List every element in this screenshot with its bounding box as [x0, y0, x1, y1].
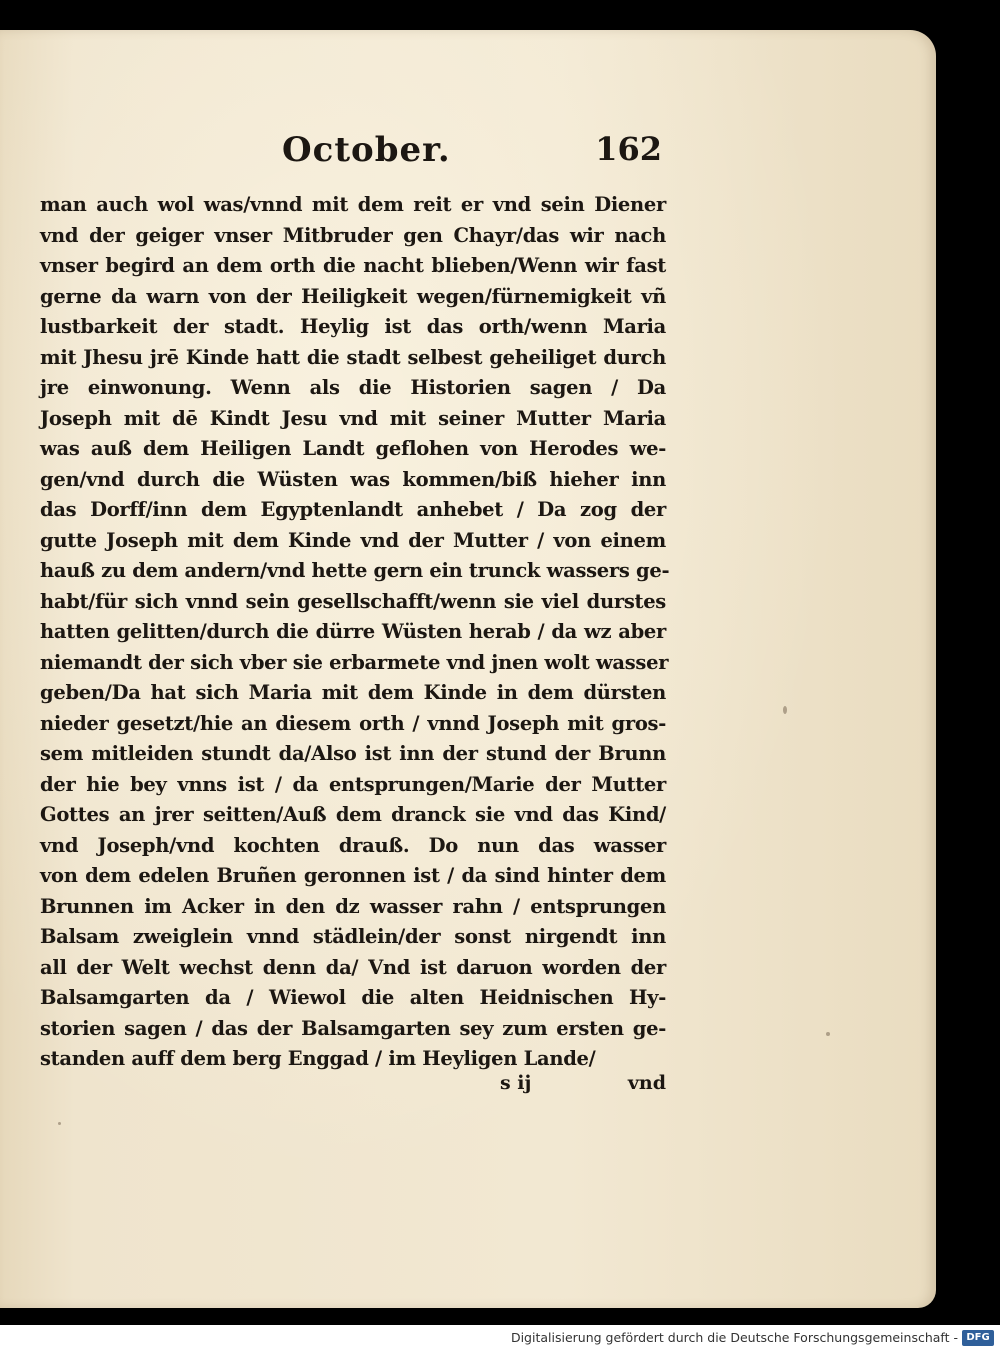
- text-line: Balsam zweiglein vnnd städlein/der sonst nirgendt inn: [40, 925, 666, 948]
- text-line: storien sagen / das der Balsamgarten sey zum ersten ge-: [40, 1016, 666, 1040]
- ink-spot: [58, 1122, 61, 1125]
- text-block: [40, 190, 670, 1075]
- text-line: Joseph mit dē Kindt Jesu vnd mit seiner Mutter Maria: [40, 406, 666, 430]
- text-line: vnser begird an dem orth die nacht blieben/Wenn wir fast: [40, 254, 666, 277]
- text-line: mit Jhesu jrē Kinde hatt die stadt selbest geheiliget durch: [40, 345, 666, 369]
- credit-bar: [0, 1325, 1000, 1351]
- page-footer: [500, 1072, 666, 1102]
- text-line: lustbarkeit der stadt. Heylig ist das orth/wenn Maria: [40, 315, 666, 338]
- text-line: vnd der geiger vnser Mitbruder gen Chayr/das wir nach: [40, 223, 666, 247]
- text-line: der hie bey vnns ist / da entsprungen/Marie der Mutter: [40, 772, 666, 796]
- text-line: habt/für sich vnnd sein gesellschafft/wenn sie viel durstes: [40, 589, 666, 613]
- signature-mark: s ij: [500, 1072, 532, 1094]
- text-line: hatten gelitten/durch die dürre Wüsten herab / da wz aber: [40, 620, 666, 643]
- text-line: gen/vnd durch die Wüsten was kommen/biß hieher inn: [40, 467, 666, 491]
- text-line: was auß dem Heiligen Landt geflohen von Herodes we-: [40, 437, 666, 460]
- text-line: Gottes an jrer seitten/Auß dem dranck sie vnd das Kind/: [40, 803, 666, 826]
- page-header: [282, 130, 662, 186]
- funding-credit: Digitalisierung gefördert durch die Deutsche Forschungsgemeinschaft -: [510, 1330, 958, 1345]
- running-head: October.: [282, 130, 451, 170]
- text-line: niemandt der sich vber sie erbarmete vnd jnen wolt wasser: [40, 650, 669, 674]
- text-line: von dem edelen Bruñen geronnen ist / da sind hinter dem: [40, 864, 666, 887]
- text-line: gerne da warn von der Heiligkeit wegen/fürnemigkeit vñ: [40, 284, 666, 308]
- text-line: geben/Da hat sich Maria mit dem Kinde in dem dürsten: [40, 681, 666, 704]
- book-page: [0, 30, 936, 1308]
- page-number: 162: [595, 130, 662, 168]
- text-line: standen auff dem berg Enggad / im Heyligen Lande/: [40, 1047, 596, 1070]
- text-line: Balsamgarten da / Wiewol die alten Heidnischen Hy-: [40, 986, 666, 1009]
- text-line: sem mitleiden stundt da/Also ist inn der stund der Brunn: [40, 742, 666, 765]
- ink-spot: [826, 1032, 830, 1036]
- text-line: all der Welt wechst denn da/ Vnd ist daruon worden der: [40, 955, 666, 979]
- catchword: vnd: [627, 1072, 666, 1094]
- dfg-logo-icon[interactable]: DFG: [962, 1330, 994, 1346]
- text-line: vnd Joseph/vnd kochten drauß. Do nun das wasser: [40, 833, 666, 857]
- text-line: das Dorff/inn dem Egyptenlandt anhebet / Da zog der: [40, 498, 666, 521]
- ink-spot: [783, 706, 787, 714]
- text-line: hauß zu dem andern/vnd hette gern ein trunck wassers ge-: [40, 559, 670, 582]
- text-line: man auch wol was/vnnd mit dem reit er vnd sein Diener: [40, 193, 666, 216]
- text-line: nieder gesetzt/hie an diesem orth / vnnd Joseph mit gros-: [40, 711, 666, 735]
- text-line: Brunnen im Acker in den dz wasser rahn / entsprungen: [40, 894, 666, 918]
- text-line: jre einwonung. Wenn als die Historien sagen / Da: [40, 376, 666, 399]
- text-line: gutte Joseph mit dem Kinde vnd der Mutter / von einem: [40, 528, 666, 552]
